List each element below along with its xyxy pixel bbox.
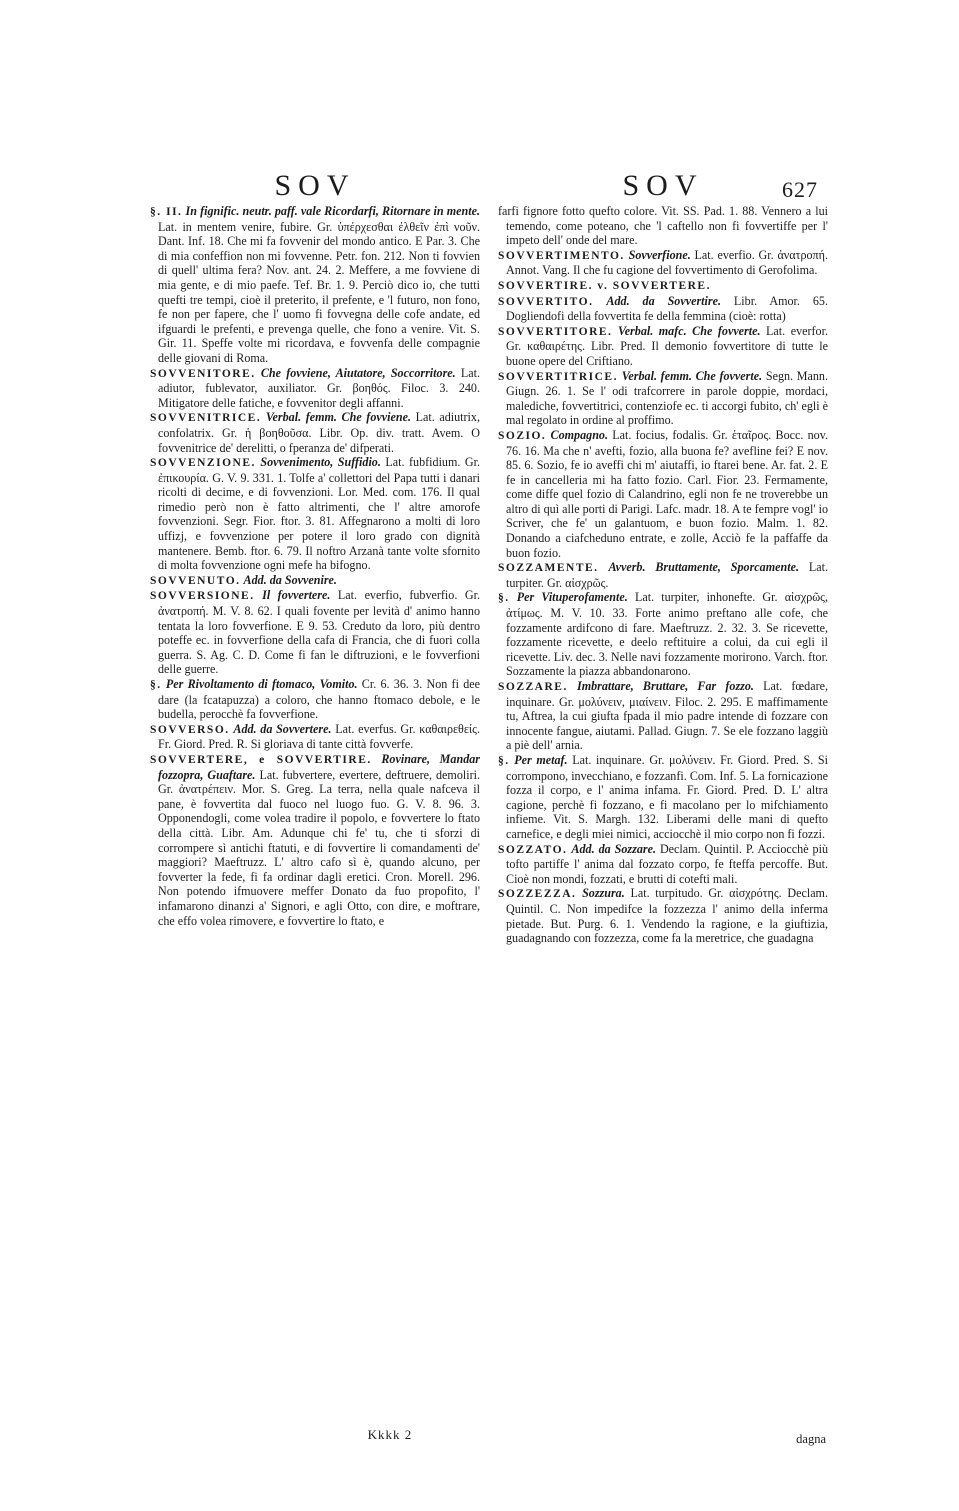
entry-definition: Rovinare, Mandar fozzopra, Guaftare. <box>158 751 480 782</box>
dictionary-entry <box>498 679 828 753</box>
entry-headword: §. II. <box>150 206 183 218</box>
entry-citations: Lat. adiutrix, confolatrix. Gr. ἡ βοηθοῦσα. Libr. Op. div. tratt. Avem. O fovvenitrice de' derelitti, o fperanza de' difperati. <box>158 410 480 455</box>
dictionary-entry <box>150 410 480 455</box>
dictionary-entry <box>150 677 480 722</box>
dictionary-entry <box>150 455 480 573</box>
dictionary-entry <box>498 842 828 887</box>
entry-definition: Imbrattare, Bruttare, Far fozzo. <box>577 679 754 693</box>
entry-citations: Lat. fœdare, inquinare. Gr. μολύνειν, μιαίνειν. Filoc. 2. 295. E maffimamente tu, Aftrea, la cui giufta fpada il mio padre intende di fozzare con innocente fangue, aiutami. Pallad. Giugn. 7. Se ele fozzano laggiù a piè dell' arnia. <box>506 679 829 753</box>
entry-citations: Lat. everfus. Gr. καθαιρεθείς. Fr. Giord. Pred. R. Si gloriava di tante città fovverfe. <box>158 721 480 752</box>
entry-citations: Lat. turpiter, inhonefte. Gr. αἰσχρῶς, ἀτίμως. M. V. 10. 33. Forte animo preftano alle cofe, che fozzamente ardifcono di fare. Maeftruzz. 2. 32. 3. Se ricevette, fozzamente ricevette, e deelo reftituire a colui, da cui egli il ricevette. Liv. dec. 3. Nelle navi fozzamente morirono. Varch. ftor. Sozzamente la piazza abbandonarono. <box>506 590 828 679</box>
entry-citations: Libr. Amor. 65. Dogliendofi della fovvertita fe della femmina (cioè: rotta) <box>506 293 828 324</box>
entry-citations: Lat. everfio, fubverfio. Gr. ἀνατροπή. M. V. 8. 62. I quali fovente per levità d' animo hanno tentata la loro fovverfione. E 9. 53. Creduto da loro, più dentro poteffe ec. in fovverfione della cafa di Francia, che di fuori colla guerra. S. Ag. C. D. Come fi fan le diftruzioni, e le fovverfioni delle guerre. <box>158 588 480 677</box>
entry-citations: Lat. in mentem venire, fubire. Gr. ὑπέρχεσθαι ἐλθεῖν ἐπὶ νοῦν. Dant. Inf. 18. Che mi fa fovvenir del mondo antico. E Par. 3. Che di mia confeffion non mi fovvenne. Petr. fon. 212. Non ti fovvien di quell' ultima fera? Nov. ant. 24. 2. Meffere, a me fovviene di mia gente, e di mio paefe. Tef. Br. 1. 9. Perciò dico io, che tutti quefti tre tempi, cioè il preterito, il prefente, e 'l futuro, non fono, fe non per fapere, che l' uomo fi fovvegna delle cofe andate, ed ifguardi le prefenti, e prevenga quelle, che fono a venire. Vit. S. Gir. 11. Speffe volte mi ricordava, e fovvenfa delle compagnie delle giovani di Roma. <box>158 219 480 365</box>
entry-definition: Sozzura. <box>582 886 625 901</box>
entry-headword: §. <box>498 754 510 767</box>
entry-headword: SOZZEZZA. <box>498 888 577 901</box>
right-column <box>498 170 828 946</box>
entry-headword: SOZIO. <box>498 429 547 442</box>
dictionary-entry <box>150 573 480 589</box>
entry-headword: SOVVERTITORE. <box>498 325 613 338</box>
entry-headword: SOVVENZIONE. <box>150 457 256 470</box>
page-number: 627 <box>782 177 818 202</box>
entry-headword: SOVVERTERE, e SOVVERTIRE. <box>150 753 372 766</box>
dictionary-entry <box>150 752 480 928</box>
entry-definition: Add. da Sozzare. <box>571 841 656 856</box>
entry-citations: Segn. Mann. Giugn. 26. 1. Se l' odi trafcorrere in parole doppie, mordaci, malediche, fovvertitrici, contenziofe ec. ti accorgi fubito, ch' egli è mal regolato in ordine al proffimo. <box>506 368 829 428</box>
entry-headword: SOZZARE. <box>498 681 568 693</box>
catchword: dagna <box>796 1432 826 1446</box>
entry-headword: SOVVERTIMENTO. <box>498 249 625 262</box>
entry-citations: Cr. 6. 36. 3. Non fi dee dare (la fcatapuzza) a coloro, che hanno ftomaco debole, e le budella, perocchè fa fovverfione. <box>158 677 480 722</box>
entry-citations: Lat. inquinare. Gr. μολύνειν. Fr. Giord. Pred. S. Si corrompono, invecchiano, e fozzanfi. Com. Inf. 5. La fornicazione fozza il corpo, e l' anima infama. Fr. Giord. Pred. D. L' altra cagione, perchè fi fozzano, e fi macolano per lo mifchiamento infieme. Vit. S. Margh. 132. Liberami delle mani di quefto carnefice, e degli miei nimici, acciocchè il mio corpo non fi fozzi. <box>506 752 829 841</box>
entry-citations: farfi fignore fotto quefto colore. Vit. SS. Pad. 1. 88. Vennero a lui temendo, come poteano, che 'l caftello non fi fovvertiffe per l' impeto dell' onde del mare. <box>498 204 828 248</box>
entry-citations: Lat. adiutor, fublevator, auxiliator. Gr. βοηθός. Filoc. 3. 240. Mitigatore delle fatiche, e fovvenitor degli affanni. <box>158 365 480 410</box>
dictionary-entry <box>498 294 828 324</box>
entry-headword: SOVVERSO. <box>150 723 230 736</box>
entry-definition: Il fovvertere. <box>262 588 331 603</box>
left-entries <box>150 204 480 928</box>
entry-headword: §. <box>150 679 162 691</box>
entry-definition: Che fovviene, Aiutatore, Soccorritore. <box>260 365 456 380</box>
dictionary-entry <box>498 560 828 590</box>
entry-definition: Sovvenimento, Suffidio. <box>260 455 381 470</box>
dictionary-entry <box>498 204 828 248</box>
entry-headword: SOVVERTITO. <box>498 295 594 308</box>
entry-headword: SOVVENUTO. <box>150 574 241 587</box>
entry-definition: Avverb. Bruttamente, Sporcamente. <box>608 560 799 575</box>
right-running-head-wrap <box>498 170 828 204</box>
entry-headword: SOZZAMENTE. <box>498 562 599 575</box>
entry-headword: SOVVENITORE. <box>150 367 256 380</box>
entry-citations: Lat. everfor. Gr. καθαιρέτης. Libr. Pred. Il demonio fovvertitore di tutte le buone opere del Criftiano. <box>506 323 828 368</box>
entry-citations: Lat. turpitudo. Gr. αἰσχρότης. Declam. Quintil. C. Non impedifce la fozzezza l' animo della inferma pietade. But. Purg. 6. 1. Vendendo la ragione, e la giuftizia, guadagnando con fozzezza, come fa la meretrice, che guadagna <box>506 886 828 946</box>
left-running-head: SOV <box>274 169 356 202</box>
entry-headword: SOZZATO. <box>498 843 568 856</box>
entry-headword: SOVVERTIRE. v. SOVVERTERE. <box>498 279 711 292</box>
dictionary-entry <box>498 278 828 294</box>
entry-definition: Verbal. femm. Che fovviene. <box>265 410 411 425</box>
dictionary-entry <box>498 248 828 278</box>
dictionary-entry <box>498 886 828 945</box>
dictionary-entry <box>498 428 828 560</box>
dictionary-entry <box>150 204 480 366</box>
dictionary-entry <box>498 753 828 842</box>
right-running-head: SOV <box>622 169 704 202</box>
entry-definition: Sovverfione. <box>628 247 691 262</box>
entry-definition: Verbal. mafc. Che fovverte. <box>617 323 761 338</box>
dictionary-entry <box>498 324 828 369</box>
entry-definition: Add. da Sovvertire. <box>606 293 721 308</box>
signature-mark: Kkkk 2 <box>367 1427 413 1442</box>
dictionary-entry <box>498 369 828 428</box>
entry-definition: Per Rivoltamento di ftomaco, Vomito. <box>165 677 358 691</box>
entry-definition: Verbal. femm. Che fovverte. <box>621 368 763 383</box>
entry-citations: Lat. everfio. Gr. ἀνατροπή. Annot. Vang. Il che fu cagione del fovvertimento di Gerofolima. <box>506 247 829 278</box>
entry-headword: SOVVERTITRICE. <box>498 370 618 383</box>
entry-definition: Compagno. <box>550 427 608 442</box>
entry-definition: Per Vituperofamente. <box>516 590 628 605</box>
entry-citations: Lat. turpiter. Gr. αἰσχρῶς. <box>506 560 828 590</box>
entry-headword: §. <box>498 592 510 605</box>
dictionary-entry <box>498 590 828 679</box>
entry-citations: Declam. Quintil. P. Acciocchè più tofto partiffe l' anima dal fozzato corpo, fe fteffa percoffe. But. Cioè non mondi, fozzati, e brutti di cotefti mali. <box>506 841 828 886</box>
entry-citations: Lat. fubvertere, evertere, deftruere, demoliri. Gr. ἀνατρέπειν. Mor. S. Greg. La terra, nella quale nafceva il pane, è fovvertita dal fuoco nel luogo fuo. G. V. 8. 96. 3. Opponendogli, come volea tradire il popolo, e fovvertere lo ftato della città. Libr. Am. Adunque chi fe' tu, che ti sforzi di corrompere sì antichi ftatuti, e di fovvertire li comandamenti de' maggiori? Maeftruzz. L' altro cafo sì è, quando alcuno, per fovverter la fede, fi fa ordinar dagli eretici. Cron. Morell. 296. Non potendo ifmuovere meffer Donato da fuo propofito, l' infamarono dinanzi a' Signori, e agli Otto, con dire, e moftrare, che effo volea rimovere, e fovvertire lo ftato, e <box>158 767 481 928</box>
entry-headword: SOVVERSIONE. <box>150 590 255 603</box>
left-column <box>150 170 480 928</box>
entry-definition: Add. da Sovvertere. <box>233 721 332 736</box>
right-entries <box>498 204 828 946</box>
entry-definition: In fignific. neutr. paff. vale Ricordarfi, Ritornare in mente. <box>185 204 480 218</box>
entry-headword: SOVVENITRICE. <box>150 412 262 425</box>
entry-definition: Per metaf. <box>514 752 568 767</box>
dictionary-entry <box>150 722 480 752</box>
dictionary-entry <box>150 588 480 677</box>
entry-citations: Lat. fubfidium. Gr. ἐπικουρία. G. V. 9. 331. 1. Tolfe a' collettori del Papa tutti i danari ricolti di decime, e di fovvenzioni. Lor. Med. com. 176. Il qual rimedio però non è fatto altrimenti, che l' altre amorofe fovvenzioni. Segr. Fior. ftor. 3. 81. Affegnarono a molti di loro uffizj, e fovvenzione per potere il loro grado con dignità mantenere. Bemb. ftor. 6. 79. Il noftro Arzanà tante volte sfornito di molta fovvenzione ogni mefe ha bifogno. <box>158 455 481 573</box>
dictionary-entry <box>150 366 480 411</box>
entry-citations: Lat. focius, fodalis. Gr. ἑταῖρος. Bocc. nov. 76. 16. Ma che n' avefti, fozio, alla buona fe? avefline fei? E nov. 85. 6. Sozio, fe io aveffi chi m' aiutaffi, io ftarei bene. Ar. fat. 2. E fe in cancelleria mi ha fatto fozio. Carl. Fior. 23. Fermamente, come diffe quel fozio di Calandrino, egli non fe ne troverebbe un altro di quì alle porti di Parigi. Lafc. madr. 18. A te fempre vogl' io Scriver, che fe' un galantuom, e buon fozio. Malm. 1. 82. Donando a ciafcheduno entrate, e zolle, Acciò fe la paffaffe da buon fozio. <box>506 427 828 560</box>
entry-definition: Add. da Sovvenire. <box>243 572 337 587</box>
